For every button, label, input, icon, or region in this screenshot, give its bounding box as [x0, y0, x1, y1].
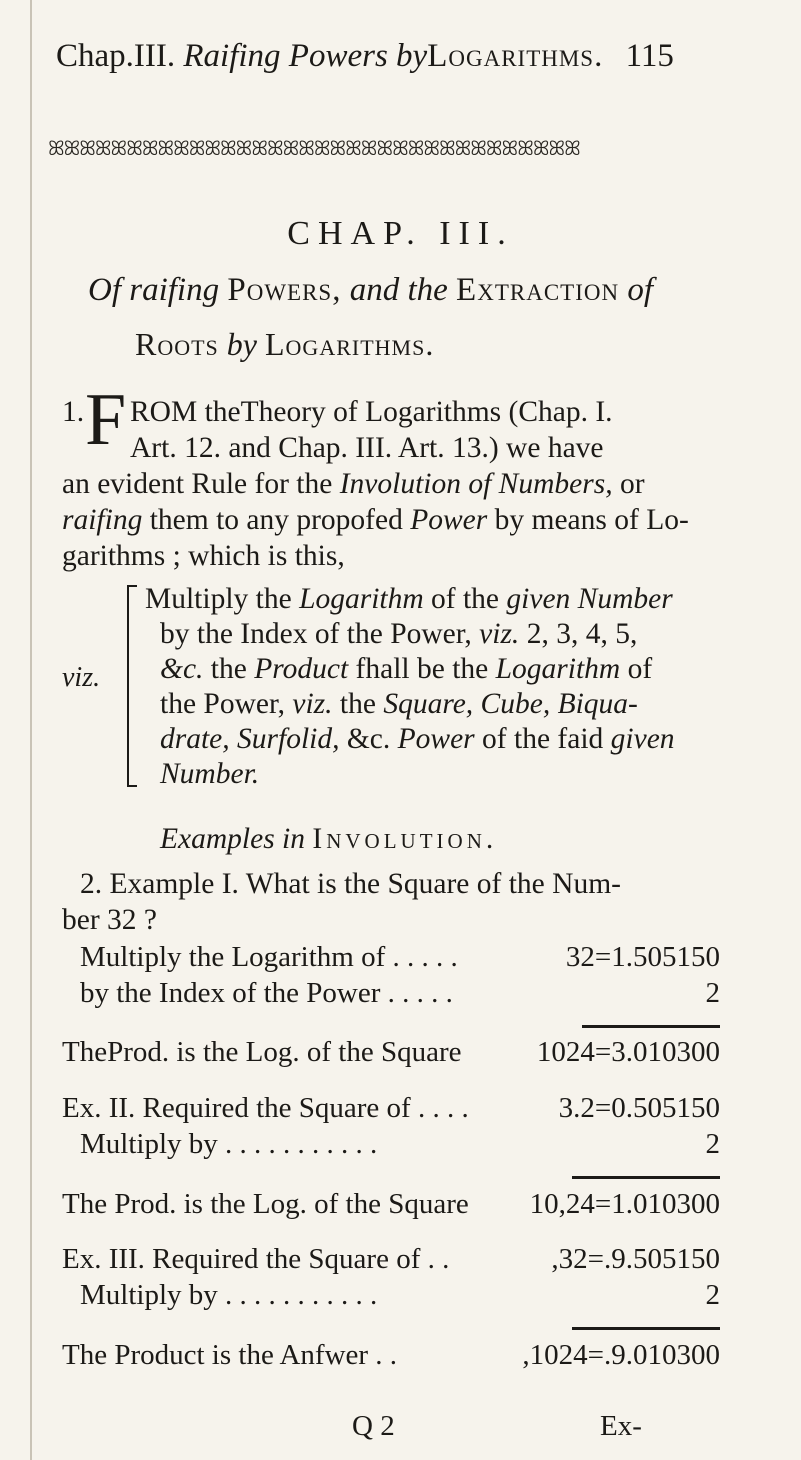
ornamental-border: ꕤꕤꕤꕤꕤꕤꕤꕤꕤꕤꕤꕤꕤꕤꕤꕤꕤꕤꕤꕤꕤꕤꕤꕤꕤꕤꕤꕤꕤꕤꕤꕤꕤꕤ	[48, 138, 580, 160]
text-run-italic: Involution of Numbers,	[339, 468, 613, 500]
rule-line-6: Number.	[160, 758, 260, 790]
rule-brace	[127, 585, 137, 787]
text-run: Multiply the	[145, 583, 292, 615]
ex-label: Multiply the Logarithm of . . . . .	[80, 941, 458, 973]
ex-value: 2	[705, 1128, 720, 1160]
ex-value: 2	[705, 977, 720, 1009]
subtitle-and-the: and the	[349, 272, 448, 308]
text-run: fhall be the	[355, 653, 489, 685]
subtitle-of: of	[627, 272, 654, 308]
text-run: them to any propofed	[149, 504, 403, 536]
para1-line-5: garithms ; which is this,	[62, 540, 345, 572]
ex-label: Ex. II. Required the Square of . . . .	[62, 1092, 469, 1124]
para1-line-3	[62, 468, 645, 501]
text-run-italic: Square, Cube, Biqua-	[383, 688, 638, 720]
text-run-smallcaps: Involution.	[312, 823, 498, 855]
running-head-logarithms: Logarithms.	[427, 38, 604, 74]
sum-rule-2	[572, 1176, 720, 1179]
rule-line-3	[160, 653, 652, 686]
running-head-title: Raifing Powers by	[183, 38, 428, 74]
sum-rule-3	[572, 1327, 720, 1330]
ex-value: 1024=3.010300	[536, 1036, 720, 1068]
running-head	[56, 38, 674, 75]
subtitle-logarithms: Logarithms.	[265, 326, 435, 362]
text-run: of the faid	[482, 723, 604, 755]
text-run-italic: viz.	[292, 688, 333, 720]
ex-label: TheProd. is the Log. of the Square	[62, 1036, 462, 1068]
rule-line-5	[160, 723, 675, 756]
subtitle-by: by	[226, 326, 257, 362]
text-run-italic: Power	[410, 504, 488, 536]
para1-line-1: ROM theTheory of Logarithms (Chap. I.	[130, 396, 613, 428]
text-run-italic: Examples in	[160, 823, 306, 855]
subtitle-of-raifing: Of raifing	[88, 272, 220, 308]
subtitle-extraction: Extraction	[456, 272, 620, 308]
para1-line-4	[62, 504, 689, 537]
text-run-italic: Power	[397, 723, 475, 755]
ex-label: by the Index of the Power . . . . .	[80, 977, 453, 1009]
text-run-italic: &c.	[160, 653, 204, 685]
text-run-italic: Logarithm	[299, 583, 424, 615]
rule-line-4	[160, 688, 638, 721]
text-run: of the	[431, 583, 500, 615]
text-run: by the Index of the Power,	[160, 618, 472, 650]
para1-number: 1.	[62, 396, 85, 428]
ex-value: 2	[705, 1279, 720, 1311]
signature-mark: Q 2	[352, 1410, 395, 1442]
text-run: &c.	[346, 723, 391, 755]
text-run-italic: viz.	[479, 618, 520, 650]
sum-rule-1	[582, 1025, 720, 1028]
ex-label: The Prod. is the Log. of the Square	[62, 1188, 469, 1220]
text-run: of	[627, 653, 653, 685]
chapter-subtitle-line-1	[88, 272, 653, 309]
ex-value: 32=1.505150	[565, 941, 720, 973]
para2-line-1: 2. Example I. What is the Square of the Num-	[80, 868, 621, 900]
text-run-italic: raifing	[62, 504, 143, 536]
text-run: an evident Rule for the	[62, 468, 333, 500]
text-run: 2, 3, 4, 5,	[526, 618, 638, 650]
chapter-heading: CHAP. III.	[287, 215, 514, 252]
chapter-subtitle-line-2	[135, 326, 434, 363]
para1-line-2: Art. 12. and Chap. III. Art. 13.) we have	[130, 432, 604, 464]
rule-viz-label: viz.	[62, 662, 101, 693]
ex-value: 10,24=1.010300	[529, 1188, 720, 1220]
text-run: by means of Lo-	[494, 504, 689, 536]
ex-value: ,32=.9.505150	[551, 1243, 720, 1275]
examples-heading	[160, 823, 497, 856]
page-number: 115	[625, 38, 674, 74]
text-run-italic: drate, Surfolid,	[160, 723, 340, 755]
subtitle-roots: Roots	[135, 326, 219, 362]
drop-cap: F	[85, 379, 127, 461]
text-run: the	[210, 653, 247, 685]
ex-value: ,1024=.9.010300	[522, 1339, 720, 1371]
para2-line-2: ber 32 ?	[62, 904, 158, 936]
catchword: Ex-	[600, 1410, 642, 1442]
text-run-italic: given	[610, 723, 675, 755]
ex-label: Multiply by . . . . . . . . . . .	[80, 1128, 378, 1160]
ex-label: Ex. III. Required the Square of . .	[62, 1243, 450, 1275]
running-head-chapter: Chap.III.	[56, 38, 176, 74]
text-run-italic: Logarithm	[495, 653, 621, 685]
ex-label: Multiply by . . . . . . . . . . .	[80, 1279, 378, 1311]
rule-line-2	[160, 618, 637, 651]
text-run: the Power,	[160, 688, 285, 720]
rule-line-1	[145, 583, 673, 616]
subtitle-powers: Powers,	[227, 272, 342, 308]
text-run: the	[339, 688, 376, 720]
ex-label: The Product is the Anfwer . .	[62, 1339, 398, 1371]
text-run: or	[619, 468, 645, 500]
text-run-italic: Product	[254, 653, 349, 685]
text-run-italic: given Number	[506, 583, 673, 615]
ex-value: 3.2=0.505150	[558, 1092, 720, 1124]
